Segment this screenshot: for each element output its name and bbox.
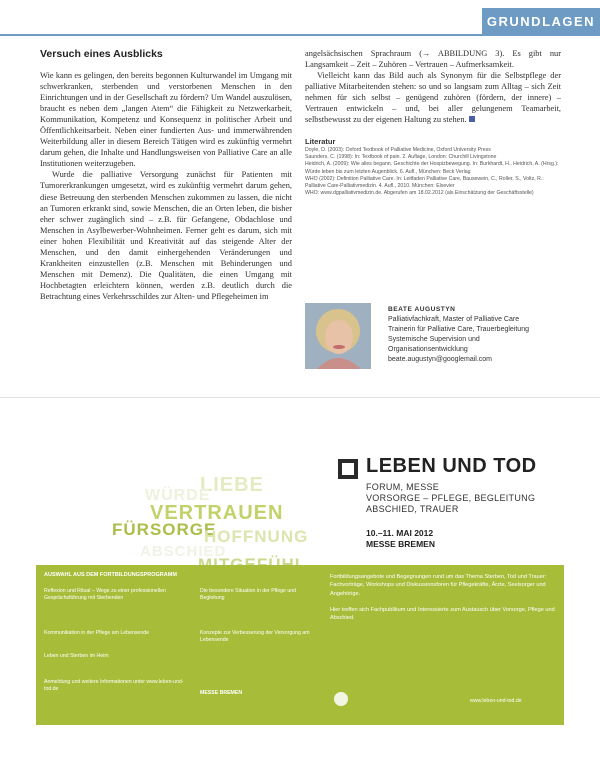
ad-description [330, 573, 555, 622]
program-item: Die besondere Situation in der Pflege und Begleitung [200, 588, 297, 601]
paragraph: angelsächsischen Sprachraum (→ ABBILDUNG 3). Es gibt nur Langsamkeit – Zeit – Zuhören – Vertrauen – Aufmerksamkeit. [305, 49, 561, 70]
event-date [366, 528, 435, 550]
word-abschied: ABSCHIED [140, 543, 227, 560]
section-tag: GRUNDLAGEN [482, 8, 600, 34]
page-divider [0, 397, 600, 398]
program-item: Reflexion und Ritual – Wege zu einer professionellen Gesprächsführung mit Sterbenden [44, 588, 166, 601]
literature-item: WHO: www.dgpalliativmedizin.de. Abgerufen am 18.02.2012 (als Einschätzung der Geschäftsstelle) [305, 190, 534, 197]
paragraph-text: Vielleicht kann das Bild auch als Synonym für die Selbstpflege der palliative Mitarbeitenden stehen: so und so langsam zum Alltag – sich Zeit nehmen für sich selbst – genügend zuhören (fördern, der innere) – Vertrauen entwickeln – und, bei aller gelungenem Teamarbeit, selbstbewusst zu der eigenen Haltung zu stehen. [305, 71, 561, 125]
ad-paragraph: Fortbildungsangebote und Begegnungen rund um das Thema Sterben, Tod und Trauer: Fachvorträge, Workshops und Diskussionsforen für Pflegekräfte, Ärzte, Seelsorger und Angehörige. [330, 574, 547, 597]
literature-item: Saunders, C. (1998): In: Textbook of pain. 2. Auflage, London: Churchill Livingstone [305, 154, 497, 161]
bio-line: Palliativfachkraft, Master of Palliative Care [388, 316, 520, 324]
word-wuerde: WÜRDE [145, 487, 211, 504]
ad-paragraph: Hier treffen sich Fachpublikum und Interessierte zum Austausch über Vorsorge, Pflege und Abschied. [330, 606, 555, 622]
subtitle-line: FORUM, MESSE [366, 482, 440, 492]
author-name: BEATE AUGUSTYN [388, 306, 456, 313]
program-item[interactable]: Anmeldung und weitere Informationen unter www.leben-und-tod.de [44, 679, 184, 692]
bio-line: Trainerin für Palliative Care, Trauerbegleitung [388, 326, 529, 334]
literature-item: Doyle, D. (2003): Oxford Textbook of Palliative Medicine, Oxford University Press [305, 147, 491, 153]
fair-logo-icon [334, 692, 348, 706]
end-mark-icon [469, 116, 475, 122]
subtitle-line: VORSORGE – PFLEGE, BEGLEITUNG [366, 493, 536, 503]
program-title: AUSWAHL AUS DEM FORTBILDUNGSPROGRAMM [44, 572, 177, 578]
literature-heading: Literatur [305, 137, 336, 146]
literature-list [305, 147, 561, 197]
portrait-image [305, 303, 371, 369]
program-item: Leben und Sterben im Heim [44, 653, 109, 659]
literature-item: WHO (2002): Definition Palliative Care. In: Leitfaden Palliative Care, Bausewein, C., Roller, S., Voltz, R.: Palliative Care-Palliativmedizin. 4. Aufl., 2010. München: Elsevier [305, 175, 544, 190]
author-email-link[interactable]: beate.augustyn@googlemail.com [388, 356, 493, 364]
bio-line: Systemische Supervision und [388, 336, 480, 344]
word-vertrauen: VERTRAUEN [150, 502, 284, 524]
right-column [305, 48, 561, 125]
section-rule [0, 34, 600, 36]
ad-url-link[interactable]: www.leben-und-tod.de [470, 698, 522, 704]
event-logo-icon [338, 459, 358, 479]
article-heading: Versuch eines Ausblicks [40, 48, 163, 60]
bio-line: Organisationsentwicklung [388, 346, 468, 354]
word-hoffnung: HOFFNUNG [204, 527, 309, 546]
word-fuersorge: FÜRSORGE [112, 520, 217, 539]
word-liebe: LIEBE [200, 474, 264, 496]
date-line: 10.–11. MAI 2012 [366, 528, 434, 538]
author-bio [388, 305, 558, 366]
program-item: Konzepte zur Verbesserung der Versorgung am Lebensende [200, 630, 310, 643]
paragraph [305, 70, 561, 125]
event-title: LEBEN UND TOD [366, 455, 537, 477]
author-photo [305, 303, 371, 369]
event-subtitle [366, 482, 535, 515]
fair-logo-text: MESSE BREMEN [200, 690, 243, 696]
date-line: MESSE BREMEN [366, 539, 435, 549]
paragraph: Wurde die palliative Versorgung zunächst für Patienten mit Tumorerkrankungen umgesetzt, wird es zukünftig vermehrt darum gehen, diese Betreuung den sterbenden Menschen zukommen zu lassen, die nicht an Tumoren erkrankt sind, sowie Menschen, die an Orten leben, die bisher eher schwer zugänglich sind – z.B. für Gefangene, Obdachlose und Menschen in Asylbewerber-Wohnheimen. Ferner geht es darum, sich mit einer hohen Flexibilität und Kreativität auf das steigende Alter der Menschen, und den damit einhergehenden Veränderungen und Krankheiten einzustellen (z.B. Menschen mit Behinderungen und Menschen mit Demenz). Die Qualitäten, die einen Umgang mit Hochbetagten erleichtern können, werden z.B. deutlich durch die Betrachtung eines Verkehrsschildes zur Alten- und Pflegeheimen im [40, 170, 292, 301]
subtitle-line: ABSCHIED, TRAUER [366, 504, 459, 514]
paragraph: Wie kann es gelingen, den bereits begonnen Kulturwandel im Umgang mit schwerkranken, sterbenden und verstorbenen Menschen in den Einrichtungen und in der Gesellschaft zu fördern? Um Wandel auszulösen, braucht es neben dem „langen Atem“ die Fähigkeit zu Netzwerkarbeit, Kommunikation, Kompetenz und Konsequenz in politischer Arbeit und Öffentlichkeitsarbeit. Neben einer fundierten Aus- und immerwährenden Weiterbildung aller in diesem Bereich Tätigen wird es zukünftig vermehrt darum gehen, die Inhalte und Handlungsweisen von Palliative Care an alle Institutionen weiterzugeben. [40, 71, 292, 169]
left-column [40, 70, 292, 302]
program-item: Kommunikation in der Pflege am Lebensende [44, 630, 149, 636]
literature-item: Heidrich, A. (2009): Wie alles begann. Geschichte der Hospizbewegung. In: Burkhardt, H., Heidrich, A. (Hrsg.): Würde leben bis zum letzten Augenblick. 6. Aufl., München: Beck Verlag [305, 161, 559, 175]
